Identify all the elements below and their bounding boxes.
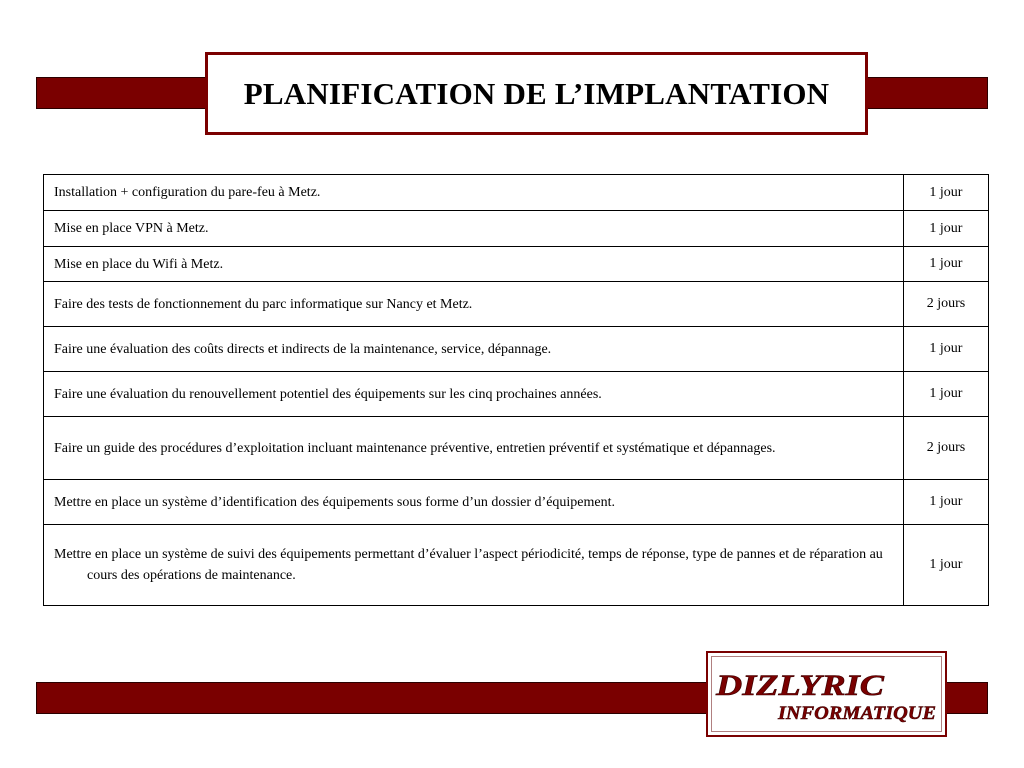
task-cell: Mise en place VPN à Metz. [44, 211, 904, 247]
logo-line-1: DIZLYRIC [714, 669, 886, 702]
table-row [44, 175, 989, 211]
task-cell: Faire une évaluation des coûts directs et indirects de la maintenance, service, dépannage. [44, 327, 904, 372]
duration-cell: 1 jour [903, 175, 988, 211]
task-cell: Mise en place du Wifi à Metz. [44, 247, 904, 282]
duration-cell: 2 jours [903, 417, 988, 480]
duration-cell: 1 jour [903, 372, 988, 417]
task-cell: Faire des tests de fonctionnement du parc informatique sur Nancy et Metz. [44, 282, 904, 327]
logo-line-2: INFORMATIQUE [776, 703, 936, 724]
duration-cell: 1 jour [903, 327, 988, 372]
table-row [44, 282, 989, 327]
task-cell: Installation + configuration du pare-feu à Metz. [44, 175, 904, 211]
duration-cell: 1 jour [903, 525, 988, 606]
duration-cell: 1 jour [903, 480, 988, 525]
task-cell: Mettre en place un système de suivi des équipements permettant d’évaluer l’aspect périodicité, temps de réponse, type de pannes et de réparation au cours des opérations de maintenance. [44, 525, 904, 606]
table-row [44, 211, 989, 247]
task-cell: Mettre en place un système d’identification des équipements sous forme d’un dossier d’équipement. [44, 480, 904, 525]
title-box [205, 52, 868, 135]
company-logo [706, 651, 947, 737]
table-row [44, 247, 989, 282]
table-row [44, 372, 989, 417]
slide-title: PLANIFICATION DE L’IMPLANTATION [243, 75, 830, 111]
table-row [44, 417, 989, 480]
table-row [44, 327, 989, 372]
table-row [44, 525, 989, 606]
planning-table [43, 174, 989, 606]
task-cell: Faire un guide des procédures d’exploitation incluant maintenance préventive, entretien préventif et systématique et dépannages. [44, 417, 904, 480]
logo-graphic [708, 653, 945, 735]
duration-cell: 1 jour [903, 211, 988, 247]
task-cell: Faire une évaluation du renouvellement potentiel des équipements sur les cinq prochaines années. [44, 372, 904, 417]
duration-cell: 2 jours [903, 282, 988, 327]
table-row [44, 480, 989, 525]
duration-cell: 1 jour [903, 247, 988, 282]
